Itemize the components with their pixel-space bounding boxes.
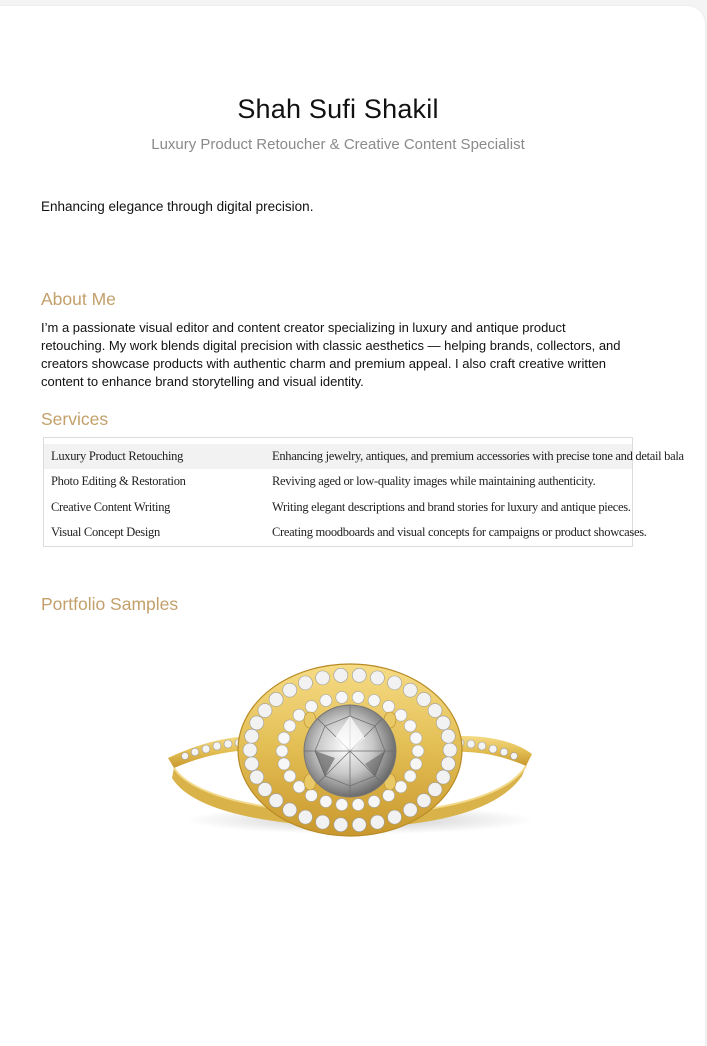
halo-stone	[278, 732, 290, 744]
halo-stone	[305, 701, 317, 713]
tagline: Enhancing elegance through digital precision.	[41, 199, 314, 214]
halo-stone	[334, 818, 348, 832]
halo-stone	[320, 695, 332, 707]
halo-stone	[258, 704, 272, 718]
halo-stone	[410, 732, 422, 744]
service-description: Enhancing jewelry, antiques, and premium accessories with precise tone and detail bala	[272, 449, 684, 463]
halo-stone	[383, 789, 395, 801]
halo-stone	[388, 810, 402, 824]
halo-stone	[298, 810, 312, 824]
halo-stone	[352, 818, 366, 832]
halo-stone	[245, 729, 259, 743]
halo-stone	[278, 758, 290, 770]
halo-stone	[395, 781, 407, 793]
services-heading: Services	[41, 409, 109, 429]
halo-stone	[404, 770, 416, 782]
table-row	[44, 469, 705, 494]
page-subtitle: Luxury Product Retoucher & Creative Content Specialist	[151, 136, 525, 153]
service-name: Visual Concept Design	[51, 525, 160, 539]
halo-stone	[250, 716, 264, 730]
halo-stone	[284, 720, 296, 732]
halo-stone	[305, 789, 317, 801]
service-description: Creating moodboards and visual concepts for campaigns or product showcases.	[272, 525, 647, 539]
halo-stone	[269, 692, 283, 706]
halo-stone	[428, 704, 442, 718]
halo-stone	[293, 709, 305, 721]
halo-stone	[293, 781, 305, 793]
halo-stone	[298, 676, 312, 690]
services-table	[43, 437, 684, 547]
halo-stone	[417, 692, 431, 706]
halo-stone	[441, 757, 455, 771]
halo-stone	[388, 676, 402, 690]
halo-stone	[316, 815, 330, 829]
halo-stone	[403, 803, 417, 817]
halo-stone	[395, 709, 407, 721]
halo-stone	[269, 794, 283, 808]
halo-stone	[320, 795, 332, 807]
halo-stone	[441, 729, 455, 743]
halo-stone	[410, 758, 422, 770]
halo-stone	[284, 770, 296, 782]
service-name: Photo Editing & Restoration	[51, 474, 186, 488]
about-heading: About Me	[41, 289, 116, 309]
portfolio-heading: Portfolio Samples	[41, 594, 179, 614]
service-description: Writing elegant descriptions and brand stories for luxury and antique pieces.	[272, 500, 631, 514]
halo-stone	[336, 799, 348, 811]
table-row	[44, 444, 684, 469]
page-title: Shah Sufi Shakil	[237, 94, 439, 124]
halo-stone	[404, 720, 416, 732]
halo-stone	[417, 794, 431, 808]
portfolio-sample-image	[160, 658, 540, 843]
halo-stone	[243, 743, 257, 757]
service-description: Reviving aged or low-quality images while maintaining authenticity.	[272, 474, 596, 488]
halo-stone	[352, 799, 364, 811]
service-name: Creative Content Writing	[51, 500, 171, 514]
halo-stone	[276, 745, 288, 757]
halo-stone	[436, 770, 450, 784]
halo-stone	[352, 668, 366, 682]
table-row	[44, 495, 705, 520]
halo-stone	[283, 803, 297, 817]
service-name: Luxury Product Retouching	[51, 449, 184, 463]
halo-stone	[436, 716, 450, 730]
halo-stone	[316, 671, 330, 685]
halo-stone	[443, 743, 457, 757]
halo-stone	[352, 691, 364, 703]
halo-stone	[334, 668, 348, 682]
halo-stone	[336, 691, 348, 703]
halo-stone	[412, 745, 424, 757]
halo-stone	[368, 695, 380, 707]
halo-stone	[258, 782, 272, 796]
about-text: I’m a passionate visual editor and content creator specializing in luxury and antique product retouching. My work blends digital precision with classic aesthetics — helping brands, collectors, and creators showcase products with authentic charm and premium appeal. I also craft creative written content to enhance brand storytelling and visual identity.	[41, 320, 621, 389]
halo-stone	[428, 782, 442, 796]
halo-stone	[370, 671, 384, 685]
halo-stone	[383, 701, 395, 713]
halo-stone	[403, 683, 417, 697]
halo-stone	[370, 815, 384, 829]
halo-stone	[245, 757, 259, 771]
resume-page	[0, 6, 705, 1046]
halo-stone	[250, 770, 264, 784]
halo-stone	[368, 795, 380, 807]
table-row	[44, 520, 705, 545]
halo-stone	[283, 683, 297, 697]
diamond-ring-icon	[160, 658, 540, 843]
